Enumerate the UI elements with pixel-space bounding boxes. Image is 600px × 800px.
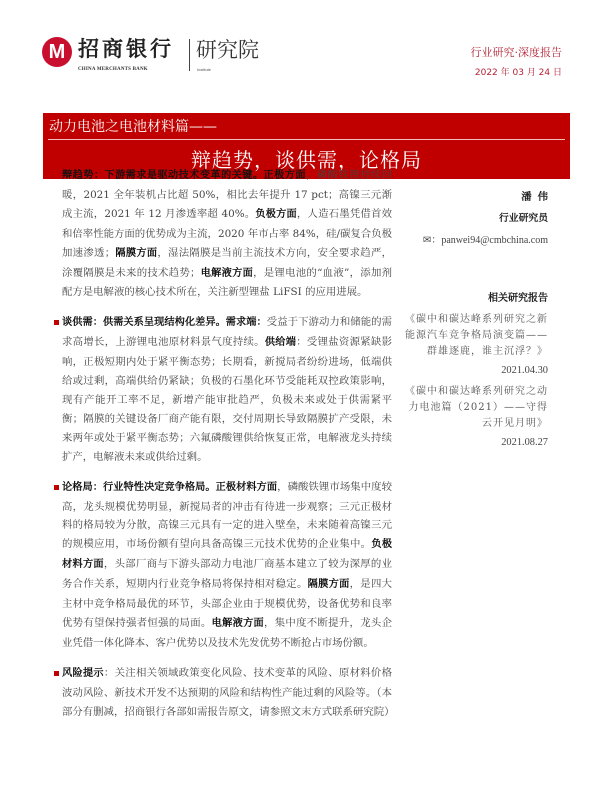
run: ，人造石墨凭借首效和倍率性能方面的优势成为主流，2020 年市占率 84%，硅/碳复合负极加速渗透；: [62, 207, 392, 259]
banner-divider: [48, 139, 565, 140]
run: 隔膜方面: [115, 247, 158, 259]
run: ：受锂盐资源紧缺影响，正极短期内处于紧平衡态势；长期看，新搅局者纷纷进场，低端供给或过剩，高端供给仍紧缺；负极的石墨化环节受能耗双控政策影响，现有产能开工率不足，新增产能审批趋严，负极未来或处于供需紧平衡；隔膜的关键设备厂商产能有限，交付周期长导致隔膜扩产受限，未来两年或处于紧平衡态势；六氟磷酸锂供给恢复正常，电解液龙头持续扩产，电解液未来或供给过剩。: [62, 336, 393, 463]
logo-divider: [189, 39, 190, 71]
report-title: 辩趋势，谈供需，论格局: [191, 148, 422, 172]
run: 隔膜方面: [307, 579, 350, 591]
institute-name-en: Institute: [197, 67, 212, 72]
run: ，头部厂商与下游头部动力电池厂商基本建立了较为深厚的业务合作关系，短期内行业竞争格局将保持相对稳定。: [62, 558, 393, 591]
author-email[interactable]: panwei94@cmbchina.com: [441, 235, 548, 246]
author-role: 行业研究员: [499, 213, 548, 224]
run: 谈供需：供需关系呈现结构化差异。需求端：: [62, 317, 267, 329]
email-separator: ：: [431, 235, 442, 246]
related-report-title: 《碳中和碳达峰系列研究之新能源汽车竞争格局演变篇——群雄逐鹿，谁主沉浮？》: [405, 314, 548, 357]
summary-body: [62, 166, 395, 732]
bullet-icon: [54, 173, 59, 178]
bullet-icon: [54, 320, 59, 325]
run: ：关注相关领域政策变化风险、技术变革的风险、原材料价格波动风险、新技术开发不达预期的风险和结构性产能过剩的风险等。（本部分有删减，招商银行各部如需报告原文，请参照文末方式联系研究院）: [62, 666, 395, 718]
envelope-icon: ✉: [422, 235, 432, 246]
bank-name-en: CHINA MERCHANTS BANK: [78, 67, 148, 72]
author-name: 潘伟: [521, 191, 554, 203]
run: ，集中度不断提升，龙头企业凭借一体化降本、客户优势以及技术先发优势不断抢占市场份额。: [62, 616, 392, 649]
author-email-line: [404, 234, 548, 248]
run: ，磷酸铁锂持续回暖，2021 全年装机占比超 50%，相比去年提升 17 pct；高镍三元渐成主流，2021 年 12 月渗透率超 40%。: [62, 169, 393, 220]
run: 辩趋势：下游需求是驱动技术变革的关键。正极方面: [62, 170, 306, 181]
run: 供给端: [264, 337, 297, 349]
paragraph-landscape: [62, 478, 392, 653]
paragraph-trend: [62, 166, 392, 302]
related-reports-heading: 相关研究报告: [488, 293, 548, 304]
paragraph-supply-demand: [62, 313, 392, 466]
related-report-title: 《碳中和碳达峰系列研究之动力电池篇（2021）——守得云开见月明》: [405, 386, 548, 429]
run: ，是锂电池的“血液”，添加剂配方是电解液的核心技术所在，关注新型锂盐 LiFSI 的应用进展。: [62, 266, 393, 299]
logo-mark: M: [48, 41, 66, 63]
report-date: 2022 年 03 月 24 日: [474, 68, 562, 78]
run: 电解液方面: [200, 267, 254, 279]
institute-name: 研究院: [196, 38, 259, 62]
run: 风险提示: [62, 667, 104, 679]
report-type: 行业研究·深度报告: [470, 46, 562, 59]
sidebar: [404, 190, 554, 450]
run: 负极方面: [255, 208, 297, 220]
run: ，磷酸铁锂市场集中度较高，龙头规模优势明显，新搅局者的冲击有待进一步观察；三元正极材料的格局较为分散，高镍三元具有一定的进入壁垒，未来随着高镍三元的规模应用，市场份额有望向具备高镍三元技术优势的企业集中。: [62, 480, 393, 551]
bank-name-cn: 招商银行: [78, 37, 174, 61]
related-report-date: 2021.08.27: [501, 437, 548, 448]
bullet-icon: [54, 671, 59, 676]
cmb-logo: [42, 37, 72, 67]
run: ，湿法隔膜是当前主流技术方向，安全要求趋严，涂覆隔膜是未来的技术趋势；: [62, 246, 393, 279]
run: 论格局：行业特性决定竞争格局。正极材料方面: [62, 481, 278, 493]
run: ，是四大主材中竞争格局最优的环节，头部企业由于规模优势，设备优势和良率优势有望保持强者恒强的局面。: [62, 578, 393, 629]
series-title: 动力电池之电池材料篇——: [49, 119, 217, 135]
related-report-date: 2021.04.30: [501, 365, 548, 376]
bullet-icon: [54, 485, 59, 490]
run: 受益于下游动力和储能的需求高增长，上游锂电池原材料景气度持续。: [62, 316, 393, 349]
run: 电解液方面: [211, 617, 265, 629]
run: 负极材料方面: [62, 539, 393, 571]
paragraph-risk: [62, 664, 395, 722]
